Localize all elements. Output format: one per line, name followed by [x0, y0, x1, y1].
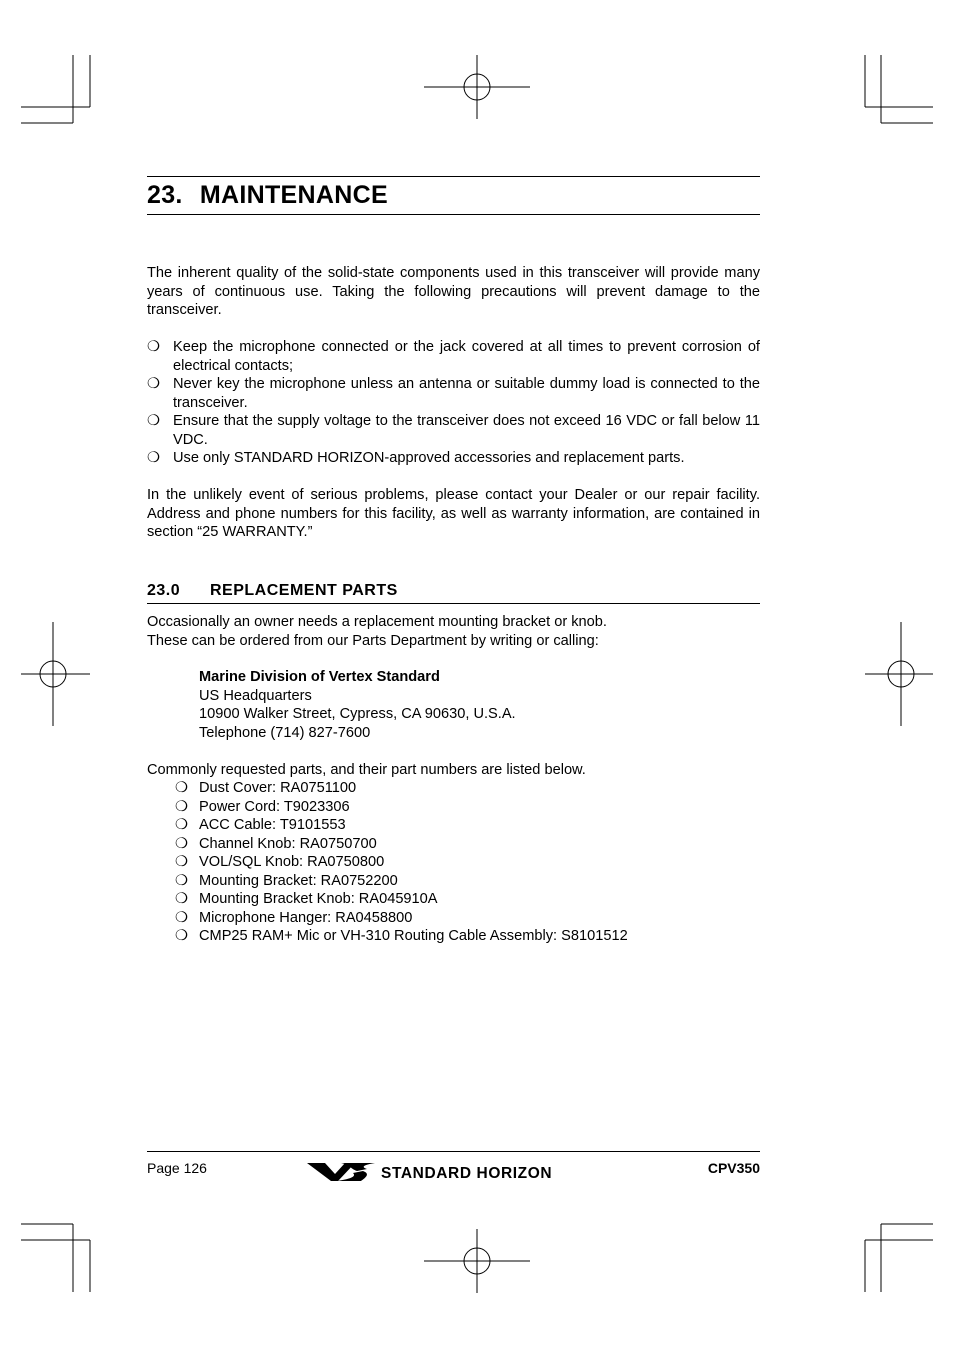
parts-list	[175, 779, 628, 946]
model-number: CPV350	[707, 1160, 760, 1176]
part-text: CMP25 RAM+ Mic or VH-310 Routing Cable Assembly: S8101512	[199, 928, 628, 944]
section-heading	[147, 581, 398, 601]
replacement-intro	[147, 613, 760, 650]
circle-bullet-icon: ❍	[175, 928, 189, 944]
part-text: Mounting Bracket Knob: RA045910A	[199, 891, 438, 907]
part-text: Microphone Hanger: RA0458800	[199, 909, 413, 926]
part-text: ACC Cable: T9101553	[199, 817, 346, 833]
chapter-number: 23.	[147, 181, 183, 209]
list-item	[175, 927, 628, 946]
list-item	[175, 779, 628, 798]
list-item	[175, 872, 628, 891]
circle-bullet-icon: ❍	[175, 835, 189, 852]
chapter-title: MAINTENANCE	[199, 181, 388, 209]
section-rule	[147, 603, 760, 604]
part-text: Power Cord: T9023306	[199, 798, 350, 815]
logo-brand-text: STANDARD HORIZON	[381, 1165, 553, 1182]
intro-paragraph: The inherent quality of the solid-state components used in this transceiver will provide many years of continuous use. Taking the following precautions will prevent damage to the transceiver.	[147, 265, 760, 318]
circle-bullet-icon: ❍	[175, 872, 189, 889]
part-text: VOL/SQL Knob: RA0750800	[199, 854, 385, 870]
list-item	[147, 375, 760, 412]
circle-bullet-icon: ❍	[175, 798, 189, 815]
circle-bullet-icon: ❍	[147, 376, 161, 392]
circle-bullet-icon: ❍	[147, 450, 161, 466]
precaution-text: Use only STANDARD HORIZON-approved accessories and replacement parts.	[173, 450, 685, 466]
circle-bullet-icon: ❍	[175, 780, 189, 796]
address-company: Marine Division of Vertex Standard	[199, 669, 440, 685]
list-item	[175, 835, 628, 854]
address-block	[199, 668, 516, 742]
part-text: Mounting Bracket: RA0752200	[199, 872, 398, 889]
list-item	[147, 412, 760, 449]
circle-bullet-icon: ❍	[175, 817, 189, 833]
replacement-line-1: Occasionally an owner needs a replacement mounting bracket or knob.	[147, 614, 607, 630]
section-title: REPLACEMENT PARTS	[210, 582, 398, 599]
precaution-text: Never key the microphone unless an antenna or suitable dummy load is connected to the transceiver.	[173, 376, 760, 411]
circle-bullet-icon: ❍	[175, 891, 189, 907]
chapter-bottom-rule	[147, 214, 760, 215]
list-item	[147, 449, 760, 468]
list-item	[147, 338, 760, 375]
precaution-text: Ensure that the supply voltage to the transceiver does not exceed 16 VDC or fall below 11 VDC.	[173, 413, 760, 448]
page-number: Page 126	[147, 1160, 207, 1176]
part-text: Dust Cover: RA0751100	[199, 780, 357, 796]
circle-bullet-icon: ❍	[175, 854, 189, 870]
address-line-2: 10900 Walker Street, Cypress, CA 90630, U.S.A.	[199, 706, 516, 722]
circle-bullet-icon: ❍	[175, 909, 189, 926]
circle-bullet-icon: ❍	[147, 413, 161, 429]
circle-bullet-icon: ❍	[147, 339, 161, 355]
section-number: 23.0	[147, 582, 181, 599]
list-item	[175, 798, 628, 817]
list-item	[175, 853, 628, 872]
parts-intro: Commonly requested parts, and their part numbers are listed below.	[147, 762, 586, 778]
problems-paragraph: In the unlikely event of serious problems, please contact your Dealer or our repair facility. Address and phone numbers for this facility, as well as warranty information, are contained in section “25 WARRANTY.”	[147, 487, 760, 540]
chapter-top-rule	[147, 176, 760, 177]
part-text: Channel Knob: RA0750700	[199, 835, 377, 852]
address-line-1: US Headquarters	[199, 687, 312, 704]
list-item	[175, 909, 628, 928]
footer-rule	[147, 1151, 760, 1152]
precautions-list	[147, 338, 760, 468]
chapter-heading	[147, 180, 388, 210]
list-item	[175, 890, 628, 909]
address-phone: Telephone (714) 827-7600	[199, 724, 371, 741]
list-item	[175, 816, 628, 835]
replacement-line-2: These can be ordered from our Parts Department by writing or calling:	[147, 632, 599, 649]
precaution-text: Keep the microphone connected or the jack covered at all times to prevent corrosion of electrical contacts;	[173, 339, 760, 374]
standard-horizon-logo	[305, 1159, 605, 1185]
